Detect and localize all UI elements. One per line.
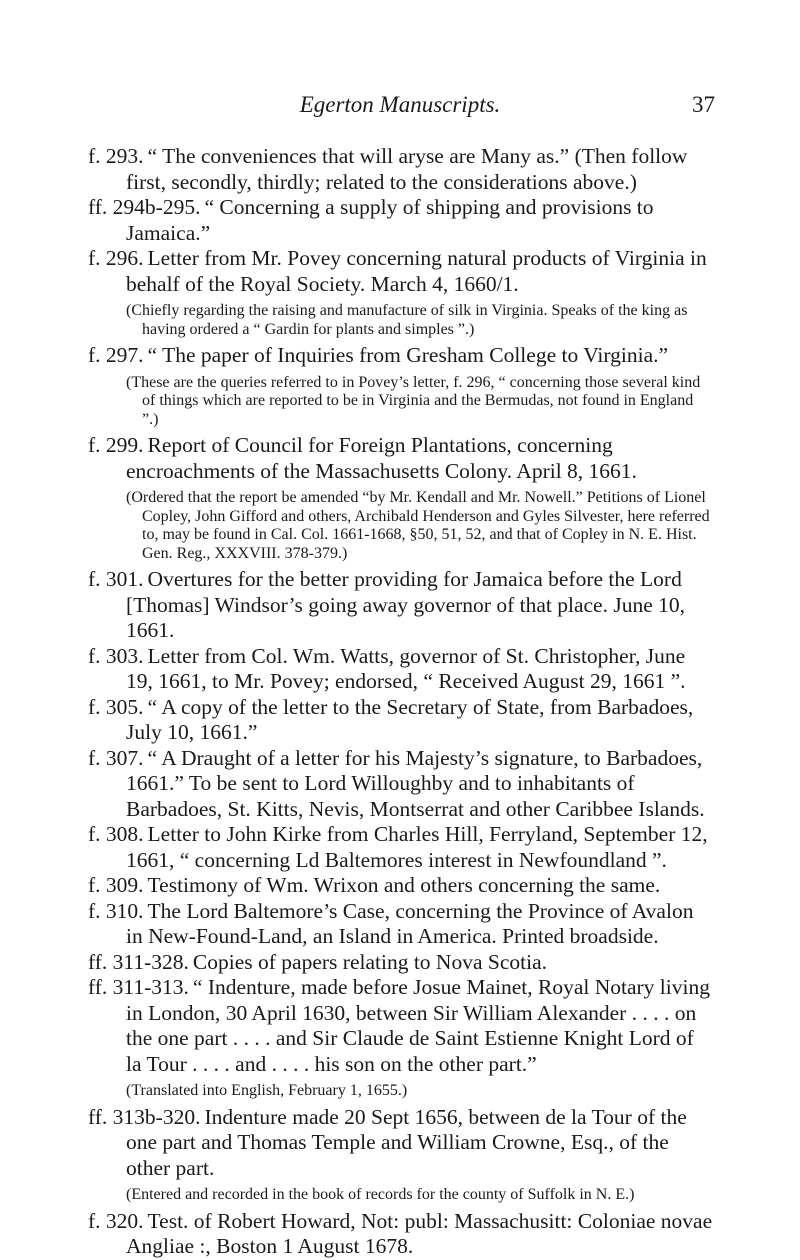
catalogue-entry	[88, 695, 713, 746]
entry-note: (These are the queries referred to in Povey’s letter, f. 296, “ concerning those several kind of things which are reported to be in Virginia and the Bermudas, not found in England ”.)	[126, 373, 701, 428]
catalogue-entry	[88, 343, 713, 369]
catalogue-entry	[88, 144, 713, 195]
folio-reference: f. 299.	[88, 433, 144, 457]
entry-description: Letter from Mr. Povey concerning natural products of Virginia in behalf of the Royal Society. March 4, 1660/1.	[126, 246, 707, 296]
entry-note: (Chiefly regarding the raising and manufacture of silk in Virginia. Speaks of the king as having ordered a “ Gardin for plants and simples ”.)	[126, 302, 688, 338]
folio-reference: f. 303.	[88, 643, 144, 668]
entry-description: Copies of papers relating to Nova Scotia.	[192, 949, 547, 974]
catalogue-entry	[88, 1209, 713, 1260]
folio-reference: f. 307.	[88, 745, 144, 770]
folio-reference: f. 305.	[88, 694, 144, 719]
folio-reference: f. 296.	[88, 246, 144, 270]
entry-description: Testimony of Wm. Wrixon and others concerning the same.	[147, 873, 661, 897]
catalogue-entry	[88, 899, 713, 950]
page-header	[0, 92, 800, 122]
folio-reference: f. 310.	[88, 898, 144, 923]
running-title: Egerton Manuscripts.	[299, 92, 501, 117]
entry-description: The Lord Baltemore’s Case, concerning the Province of Avalon in New-Found-Land, an Island in America. Printed broadside.	[126, 898, 694, 948]
catalogue-entry	[88, 246, 713, 297]
catalogue-entry	[88, 195, 713, 246]
catalogue-entry	[88, 975, 713, 1077]
entry-note: (Entered and recorded in the book of records for the county of Suffolk in N. E.)	[126, 1186, 635, 1203]
page-number: 37	[692, 92, 715, 117]
entry-description: “ A Draught of a letter for his Majesty’s signature, to Barbadoes, 1661.” To be sent to Lord Willoughby and to inhabitants of Barbadoes, St. Kitts, Nevis, Montserrat and other Caribbee Islands.	[126, 745, 705, 821]
entry-description: Letter from Col. Wm. Watts, governor of St. Christopher, June 19, 1661, to Mr. Povey; endorsed, “ Received August 29, 1661 ”.	[126, 643, 686, 693]
catalogue-entry	[88, 433, 713, 484]
folio-reference: ff. 313b-320.	[88, 1104, 201, 1129]
entry-description: Overtures for the better providing for Jamaica before the Lord [Thomas] Windsor’s going away governor of that place. June 10, 1661.	[126, 567, 685, 642]
catalogue-entry	[88, 822, 713, 873]
entry-description: “ Indenture, made before Josue Mainet, Royal Notary living in London, 30 April 1630, between Sir William Alexander . . . . on the one part . . . . and Sir Claude de Saint Estienne Knight Lord of la Tour . . . . and . . . . his son on the other part.”	[126, 975, 710, 1076]
entry-note: (Ordered that the report be amended “by Mr. Kendall and Mr. Nowell.” Petitions of Lionel Copley, John Gifford and others, Archibald Henderson and Gyles Silvester, here referred to, may be found in Cal. Col. 1661-1668, §50, 51, 52, and that of Copley in N. E. Hist. Gen. Reg., XXXVIII. 378-379.)	[126, 489, 710, 562]
folio-reference: ff. 294b-295.	[88, 195, 201, 219]
folio-reference: f. 320.	[88, 1208, 144, 1233]
entry-description: Letter to John Kirke from Charles Hill, Ferryland, September 12, 1661, “ concerning Ld Baltemores interest in Newfoundland ”.	[126, 822, 708, 872]
folio-reference: ff. 311-328.	[88, 949, 189, 974]
folio-reference: ff. 311-313.	[88, 975, 189, 999]
entry-description: “ The paper of Inquiries from Gresham College to Virginia.”	[147, 343, 669, 367]
catalogue-entry	[88, 1105, 713, 1182]
folio-reference: f. 297.	[88, 343, 144, 367]
folio-reference: f. 309.	[88, 873, 144, 897]
catalogue-entry	[88, 567, 713, 644]
entry-description: “ The conveniences that will aryse are Many as.” (Then follow first, secondly, thirdly; related to the considerations above.)	[126, 144, 688, 194]
folio-reference: f. 308.	[88, 822, 144, 846]
entry-description: “ A copy of the letter to the Secretary of State, from Barbadoes, July 10, 1661.”	[126, 694, 694, 744]
catalogue-entry	[88, 644, 713, 695]
folio-reference: f. 301.	[88, 567, 144, 591]
entry-description: Test. of Robert Howard, Not: publ: Massachusitt: Coloniae novae Angliae :, Boston 1 August 1678.	[126, 1208, 713, 1258]
entry-description: “ Concerning a supply of shipping and provisions to Jamaica.”	[126, 195, 654, 245]
catalogue-entry	[88, 950, 713, 976]
entry-description: Indenture made 20 Sept 1656, between de la Tour of the one part and Thomas Temple and William Crowne, Esq., of the other part.	[126, 1104, 687, 1180]
entry-description: Report of Council for Foreign Plantations, concerning encroachments of the Massachusetts Colony. April 8, 1661.	[126, 433, 637, 483]
folio-reference: f. 293.	[88, 144, 144, 168]
catalogue-entries	[88, 144, 713, 1260]
catalogue-entry	[88, 873, 713, 899]
catalogue-entry	[88, 746, 713, 823]
entry-note: (Translated into English, February 1, 1655.)	[126, 1082, 408, 1099]
